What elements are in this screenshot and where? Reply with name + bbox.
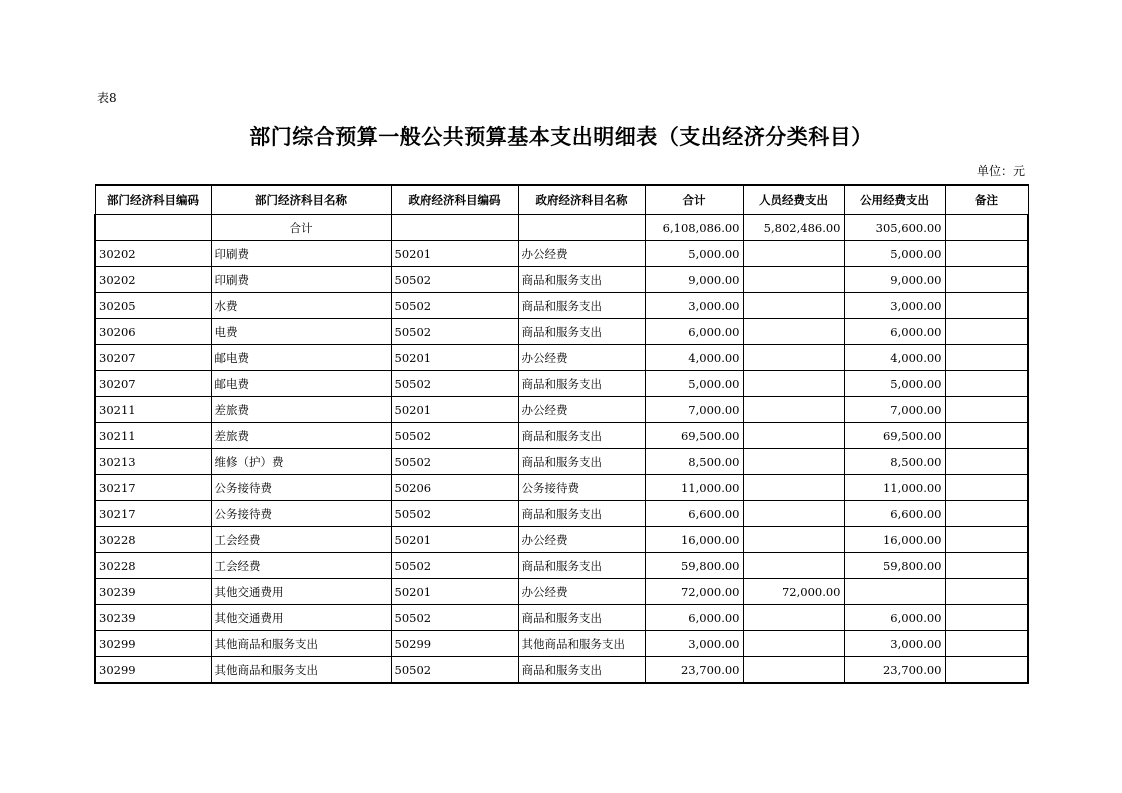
- cell-public: 5,000.00: [844, 241, 945, 267]
- cell-public: 6,600.00: [844, 501, 945, 527]
- cell-personnel: [743, 241, 844, 267]
- cell-public: 23,700.00: [844, 657, 945, 684]
- cell-total: 6,600.00: [645, 501, 743, 527]
- cell-gov-name: 办公经费: [518, 397, 645, 423]
- unit-label: 单位：元: [976, 164, 1025, 178]
- cell-gov-code: 50299: [391, 631, 518, 657]
- table-row: [95, 293, 1028, 319]
- cell-gov-code: 50502: [391, 449, 518, 475]
- table-row: [95, 553, 1028, 579]
- cell-dept-code: 30202: [95, 267, 211, 293]
- cell-total: 11,000.00: [645, 475, 743, 501]
- cell-note: [945, 449, 1028, 475]
- cell-gov-code: 50201: [391, 579, 518, 605]
- cell-gov-name: 商品和服务支出: [518, 605, 645, 631]
- cell-gov-name: 商品和服务支出: [518, 267, 645, 293]
- cell-total: 3,000.00: [645, 631, 743, 657]
- cell-total: 23,700.00: [645, 657, 743, 684]
- cell-gov-code: 50502: [391, 293, 518, 319]
- cell-total: 5,000.00: [645, 371, 743, 397]
- cell-dept-code: 30211: [95, 397, 211, 423]
- cell-public: 4,000.00: [844, 345, 945, 371]
- cell-total: 6,000.00: [645, 319, 743, 345]
- cell-dept-name: 工会经费: [211, 553, 391, 579]
- cell-gov-code: 50201: [391, 345, 518, 371]
- cell-public: 9,000.00: [844, 267, 945, 293]
- cell-dept-name: 维修（护）费: [211, 449, 391, 475]
- total-row-note: [945, 215, 1028, 241]
- table-row: [95, 475, 1028, 501]
- header-personnel: 人员经费支出: [743, 185, 844, 215]
- cell-personnel: [743, 527, 844, 553]
- cell-dept-code: 30217: [95, 475, 211, 501]
- cell-dept-code: 30205: [95, 293, 211, 319]
- cell-dept-name: 其他交通费用: [211, 579, 391, 605]
- cell-dept-code: 30239: [95, 605, 211, 631]
- header-gov-name: 政府经济科目名称: [518, 185, 645, 215]
- cell-public: 3,000.00: [844, 631, 945, 657]
- table-row: [95, 241, 1028, 267]
- cell-personnel: [743, 293, 844, 319]
- cell-note: [945, 631, 1028, 657]
- cell-personnel: [743, 501, 844, 527]
- cell-personnel: [743, 605, 844, 631]
- cell-total: 5,000.00: [645, 241, 743, 267]
- cell-public: 5,000.00: [844, 371, 945, 397]
- total-row: [95, 215, 1028, 241]
- cell-public: 6,000.00: [844, 319, 945, 345]
- cell-gov-name: 办公经费: [518, 527, 645, 553]
- total-row-public: 305,600.00: [844, 215, 945, 241]
- cell-gov-name: 办公经费: [518, 241, 645, 267]
- cell-dept-name: 其他商品和服务支出: [211, 631, 391, 657]
- cell-dept-name: 水费: [211, 293, 391, 319]
- cell-gov-name: 商品和服务支出: [518, 501, 645, 527]
- cell-public: 7,000.00: [844, 397, 945, 423]
- cell-personnel: [743, 371, 844, 397]
- cell-public: 69,500.00: [844, 423, 945, 449]
- table-row: [95, 579, 1028, 605]
- cell-total: 69,500.00: [645, 423, 743, 449]
- cell-personnel: 72,000.00: [743, 579, 844, 605]
- cell-gov-name: 商品和服务支出: [518, 371, 645, 397]
- cell-gov-name: 商品和服务支出: [518, 293, 645, 319]
- cell-total: 59,800.00: [645, 553, 743, 579]
- cell-gov-code: 50201: [391, 397, 518, 423]
- cell-gov-code: 50502: [391, 657, 518, 684]
- cell-personnel: [743, 345, 844, 371]
- cell-note: [945, 241, 1028, 267]
- cell-dept-name: 邮电费: [211, 345, 391, 371]
- table-row: [95, 631, 1028, 657]
- cell-dept-code: 30228: [95, 553, 211, 579]
- cell-dept-code: 30213: [95, 449, 211, 475]
- table-row: [95, 397, 1028, 423]
- cell-gov-code: 50201: [391, 241, 518, 267]
- cell-note: [945, 371, 1028, 397]
- header-total: 合计: [645, 185, 743, 215]
- cell-public: 3,000.00: [844, 293, 945, 319]
- cell-dept-code: 30299: [95, 631, 211, 657]
- cell-gov-code: 50502: [391, 267, 518, 293]
- total-row-blank: [391, 215, 518, 241]
- cell-gov-name: 商品和服务支出: [518, 657, 645, 684]
- table-number: 表8: [97, 91, 117, 105]
- table-row: [95, 319, 1028, 345]
- cell-note: [945, 267, 1028, 293]
- cell-public: [844, 579, 945, 605]
- cell-gov-code: 50502: [391, 371, 518, 397]
- table-row: [95, 345, 1028, 371]
- table-row: [95, 605, 1028, 631]
- cell-public: 16,000.00: [844, 527, 945, 553]
- cell-public: 11,000.00: [844, 475, 945, 501]
- cell-total: 9,000.00: [645, 267, 743, 293]
- cell-gov-name: 办公经费: [518, 579, 645, 605]
- total-row-blank: [95, 215, 211, 241]
- cell-total: 16,000.00: [645, 527, 743, 553]
- total-row-total: 6,108,086.00: [645, 215, 743, 241]
- cell-gov-code: 50502: [391, 319, 518, 345]
- expenditure-table: [94, 184, 1029, 684]
- cell-gov-code: 50502: [391, 501, 518, 527]
- cell-gov-name: 公务接待费: [518, 475, 645, 501]
- cell-personnel: [743, 657, 844, 684]
- cell-note: [945, 605, 1028, 631]
- cell-note: [945, 397, 1028, 423]
- cell-dept-name: 差旅费: [211, 423, 391, 449]
- cell-dept-code: 30207: [95, 371, 211, 397]
- cell-dept-code: 30239: [95, 579, 211, 605]
- header-dept-name: 部门经济科目名称: [211, 185, 391, 215]
- cell-dept-name: 电费: [211, 319, 391, 345]
- cell-note: [945, 657, 1028, 684]
- cell-note: [945, 475, 1028, 501]
- cell-dept-code: 30206: [95, 319, 211, 345]
- cell-note: [945, 527, 1028, 553]
- cell-personnel: [743, 631, 844, 657]
- table-row: [95, 527, 1028, 553]
- cell-dept-name: 印刷费: [211, 267, 391, 293]
- cell-personnel: [743, 553, 844, 579]
- header-public: 公用经费支出: [844, 185, 945, 215]
- cell-public: 8,500.00: [844, 449, 945, 475]
- cell-note: [945, 293, 1028, 319]
- cell-total: 72,000.00: [645, 579, 743, 605]
- table-row: [95, 501, 1028, 527]
- cell-note: [945, 423, 1028, 449]
- cell-gov-code: 50502: [391, 553, 518, 579]
- cell-total: 3,000.00: [645, 293, 743, 319]
- cell-total: 6,000.00: [645, 605, 743, 631]
- header-gov-code: 政府经济科目编码: [391, 185, 518, 215]
- cell-dept-name: 印刷费: [211, 241, 391, 267]
- cell-gov-name: 商品和服务支出: [518, 423, 645, 449]
- cell-dept-code: 30207: [95, 345, 211, 371]
- cell-note: [945, 501, 1028, 527]
- cell-dept-name: 差旅费: [211, 397, 391, 423]
- cell-gov-code: 50502: [391, 605, 518, 631]
- cell-total: 4,000.00: [645, 345, 743, 371]
- cell-personnel: [743, 449, 844, 475]
- cell-dept-code: 30217: [95, 501, 211, 527]
- cell-dept-name: 公务接待费: [211, 475, 391, 501]
- cell-dept-name: 公务接待费: [211, 501, 391, 527]
- cell-gov-name: 办公经费: [518, 345, 645, 371]
- table-header-row: [95, 185, 1028, 215]
- total-row-personnel: 5,802,486.00: [743, 215, 844, 241]
- table-row: [95, 657, 1028, 684]
- cell-personnel: [743, 475, 844, 501]
- cell-note: [945, 319, 1028, 345]
- cell-dept-code: 30228: [95, 527, 211, 553]
- cell-personnel: [743, 319, 844, 345]
- header-note: 备注: [945, 185, 1028, 215]
- cell-personnel: [743, 397, 844, 423]
- cell-gov-name: 商品和服务支出: [518, 553, 645, 579]
- cell-total: 8,500.00: [645, 449, 743, 475]
- cell-dept-name: 工会经费: [211, 527, 391, 553]
- cell-total: 7,000.00: [645, 397, 743, 423]
- header-dept-code: 部门经济科目编码: [95, 185, 211, 215]
- table-row: [95, 267, 1028, 293]
- cell-gov-name: 商品和服务支出: [518, 319, 645, 345]
- cell-dept-code: 30202: [95, 241, 211, 267]
- cell-gov-code: 50201: [391, 527, 518, 553]
- cell-public: 6,000.00: [844, 605, 945, 631]
- cell-dept-name: 邮电费: [211, 371, 391, 397]
- table-row: [95, 449, 1028, 475]
- cell-gov-name: 其他商品和服务支出: [518, 631, 645, 657]
- cell-dept-code: 30211: [95, 423, 211, 449]
- cell-dept-name: 其他商品和服务支出: [211, 657, 391, 684]
- cell-gov-code: 50502: [391, 423, 518, 449]
- table-row: [95, 371, 1028, 397]
- cell-note: [945, 553, 1028, 579]
- cell-dept-code: 30299: [95, 657, 211, 684]
- cell-dept-name: 其他交通费用: [211, 605, 391, 631]
- cell-personnel: [743, 267, 844, 293]
- page-title: 部门综合预算一般公共预算基本支出明细表（支出经济分类科目）: [249, 125, 873, 149]
- cell-gov-name: 商品和服务支出: [518, 449, 645, 475]
- cell-public: 59,800.00: [844, 553, 945, 579]
- table-row: [95, 423, 1028, 449]
- total-row-blank: [518, 215, 645, 241]
- cell-personnel: [743, 423, 844, 449]
- cell-note: [945, 345, 1028, 371]
- cell-gov-code: 50206: [391, 475, 518, 501]
- cell-note: [945, 579, 1028, 605]
- total-row-label: 合计: [211, 215, 391, 241]
